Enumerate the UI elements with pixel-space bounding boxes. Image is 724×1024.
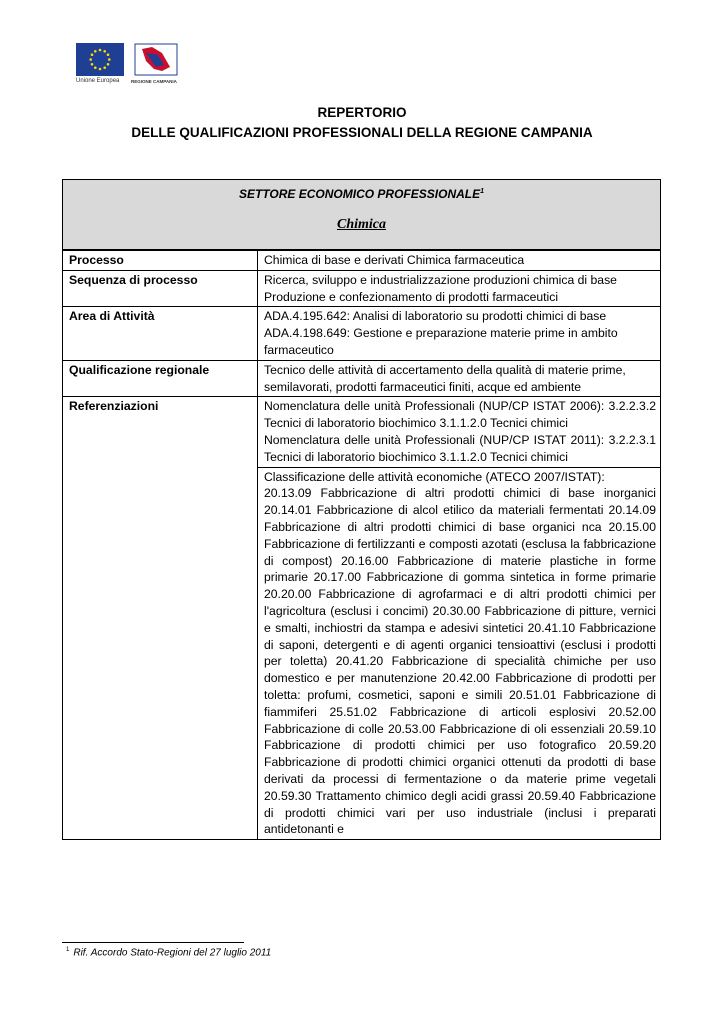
ateco-title: Classificazione delle attività economiche (ATECO 2007/ISTAT): (264, 469, 605, 484)
row-value (258, 397, 661, 467)
eu-label: Unione Europea (76, 78, 120, 84)
row-value (258, 467, 661, 840)
row-label: Sequenza di processo (63, 270, 258, 307)
value-line: Ricerca, sviluppo e industrializzazione produzioni chimica di base (264, 272, 617, 287)
eu-flag-icon (76, 43, 124, 76)
table-row (63, 397, 661, 467)
footnote-mark: 1 (66, 947, 70, 953)
footnote (66, 947, 271, 958)
sector-header (62, 179, 661, 250)
footnote-text: Rif. Accordo Stato-Regioni del 27 luglio 2011 (73, 947, 272, 959)
document-title-line2: DELLE QUALIFICAZIONI PROFESSIONALI DELLA REGIONE CAMPANIA (131, 125, 593, 140)
row-value (258, 270, 661, 307)
nup-2011: Nomenclatura delle unità Professionali (NUP/CP ISTAT 2011): 3.2.2.3.1 Tecnici di laboratorio biochimico 3.1.1.2.0 Tecnici chimici (264, 432, 656, 464)
value-line: Produzione e confezionamento di prodotti farmaceutici (264, 289, 559, 304)
sector-name: Chimica (336, 217, 386, 232)
row-label: Referenziazioni (63, 397, 258, 840)
regione-campania-logo-icon (132, 43, 180, 76)
table-row (63, 307, 661, 360)
region-label: REGIONE CAMPANIA (131, 79, 177, 84)
table-row (63, 360, 661, 397)
table-row (63, 270, 661, 307)
row-value (258, 307, 661, 360)
qualification-table (62, 250, 661, 840)
sector-heading: SETTORE ECONOMICO PROFESSIONALE$^1$ (238, 187, 485, 201)
header-logos (76, 43, 184, 89)
footnote-reference: 1 (480, 188, 485, 195)
footnote-separator (62, 942, 244, 943)
row-label: Processo (63, 251, 258, 271)
row-label: Qualificazione regionale (63, 360, 258, 397)
row-value: Tecnico delle attività di accertamento della qualità di materie prime, semilavorati, prodotti farmaceutici finiti, acque ed ambiente (258, 360, 661, 397)
row-label: Area di Attività (63, 307, 258, 360)
value-line: ADA.4.195.642: Analisi di laboratorio su prodotti chimici di base (264, 309, 607, 324)
value-line: ADA.4.198.649: Gestione e preparazione materie prime in ambito farmaceutico (264, 326, 618, 357)
table-row (63, 251, 661, 271)
nup-2006: Nomenclatura delle unità Professionali (NUP/CP ISTAT 2006): 3.2.2.3.2 Tecnici di laboratorio biochimico 3.1.1.2.0 Tecnici chimici (264, 399, 656, 431)
ateco-list: 20.13.09 Fabbricazione di altri prodotti chimici di base inorganici 20.14.01 Fabbricazione di alcol etilico da materiali fermentati 20.14.09 Fabbricazione di altri prodotti chimici di base organici nca 20.15.00 Fabbricazione di fertilizzanti e composti azotati (esclusa la fabbricazione di compost) 20.16.00 Fabbricazione di materie plastiche in forme primarie 20.17.00 Fabbricazione di gomma sintetica in forme primarie 20.20.00 Fabbricazione di agrofarmaci e di altri prodotti chimici per l'agricoltura (esclusi i concimi) 20.30.00 Fabbricazione di pitture, vernici e smalti, inchiostri da stampa e adesivi sintetici 20.41.10 Fabbricazione di saponi, detergenti e di agenti organici tensioattivi (esclusi i prodotti per toletta) 20.41.20 Fabbricazione di specialità chimiche per uso domestico e per manutenzione 20.42.00 Fabbricazione di prodotti per toletta: profumi, cosmetici, saponi e simili 20.51.01 Fabbricazione di fiammiferi 25.51.02 Fabbricazione di articoli esplosivi 20.52.00 Fabbricazione di colle 20.53.00 Fabbricazione di oli essenziali 20.59.10 Fabbricazione di prodotti chimici per uso fotografico 20.59.20 Fabbricazione di prodotti chimici organici ottenuti da prodotti di base derivati da processi di fermentazione o da materie prime vegetali 20.59.30 Trattamento chimico degli acidi grassi 20.59.40 Fabbricazione di prodotti chimici vari per uso industriale (inclusi i preparati antidetonanti e (264, 486, 656, 837)
row-value: Chimica di base e derivati Chimica farmaceutica (258, 251, 661, 271)
document-title-line1: REPERTORIO (317, 105, 407, 120)
